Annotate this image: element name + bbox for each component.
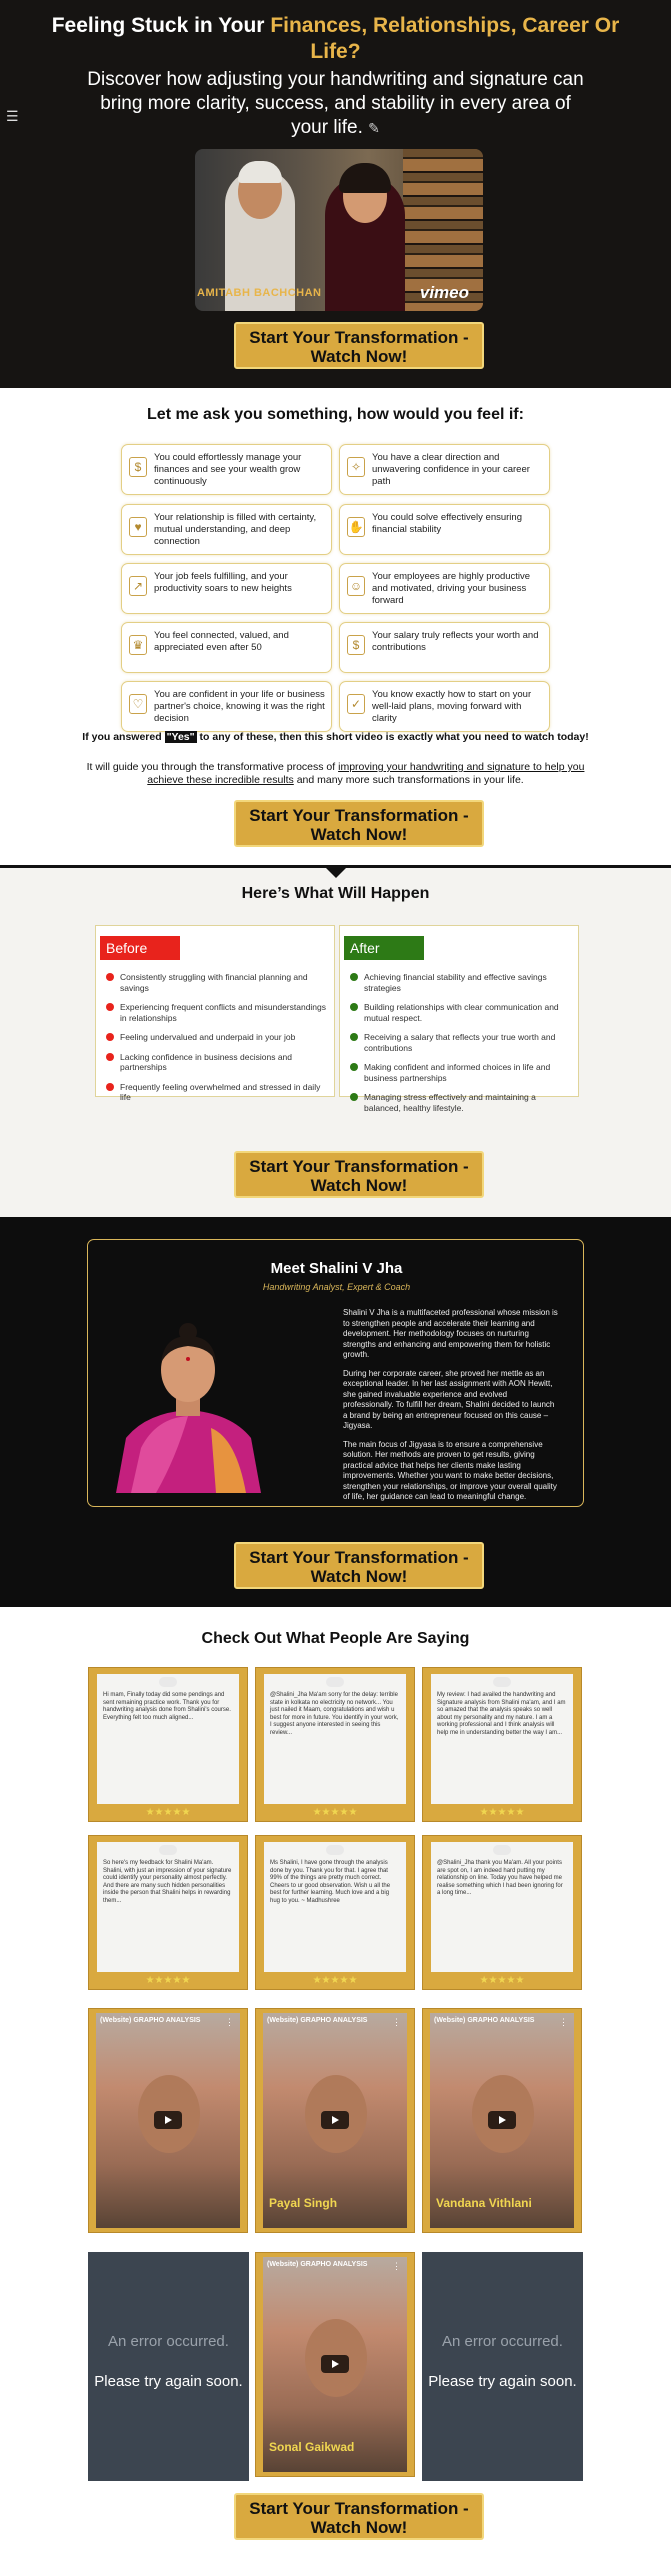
video-controls[interactable] xyxy=(100,2216,236,2224)
compass-icon: ✧ xyxy=(347,457,365,477)
before-item: Frequently feeling overwhelmed and stressed in daily life xyxy=(106,1082,328,1103)
video-frame xyxy=(430,2013,574,2228)
video-frame xyxy=(263,2257,407,2472)
hero-video-player[interactable] xyxy=(195,149,483,311)
guide-text: It will guide you through the transformative process of improving your handwriting and signature to help you achieve these incredible results and many more such transformations in your life. xyxy=(86,761,585,786)
hero-section xyxy=(0,0,671,388)
coach-bio-paragraph: Shalini V Jha is a multifaceted professional whose mission is to strengthen people and accelerate their learning and development. Her methodology focuses on nurturing strengths and enhancing and empowering them for holistic growth. xyxy=(343,1308,558,1359)
retry-message: Please try again soon. xyxy=(94,2373,243,2390)
meet-section xyxy=(0,1217,671,1607)
chat-message: My review: I had availed the handwriting and Signature analysis from Shalini ma'am, and I am so amazed that the analysis speaks so well about my personality and my nature. I am a working professional and I think analysis will help me in understanding better the way I am... xyxy=(437,1692,566,1736)
question-card xyxy=(339,504,550,555)
check-bullet-icon xyxy=(350,1033,358,1041)
video-error-card xyxy=(422,2252,583,2481)
after-label: After xyxy=(344,936,424,960)
video-title: (Website) GRAPHO ANALYSIS xyxy=(100,2017,201,2024)
question-card xyxy=(121,444,332,495)
before-item: Consistently struggling with financial planning and savings xyxy=(106,972,328,993)
pen-icon: ✎ xyxy=(368,120,380,136)
after-item: Building relationships with clear communication and mutual respect. xyxy=(350,1002,572,1023)
question-card-text: You could solve effectively ensuring financial stability xyxy=(372,512,522,535)
after-item: Achieving financial stability and effective savings strategies xyxy=(350,972,572,993)
video-testimonial[interactable] xyxy=(422,2008,582,2233)
question-card xyxy=(121,622,332,673)
testimonial-card[interactable] xyxy=(422,1667,582,1822)
trophy-icon: ♛ xyxy=(129,635,147,655)
coach-bio xyxy=(343,1308,558,1511)
video-frame xyxy=(263,2013,407,2228)
video-title: (Website) GRAPHO ANALYSIS xyxy=(267,2261,368,2268)
video-error-card xyxy=(88,2252,249,2481)
question-card xyxy=(339,563,550,614)
before-after-section xyxy=(0,865,671,1217)
chat-screenshot xyxy=(264,1842,406,1972)
x-bullet-icon xyxy=(106,1033,114,1041)
hero-title: Feeling Stuck in Your Finances, Relationships, Career Or Life? xyxy=(51,14,620,63)
testimonial-card[interactable] xyxy=(255,1667,415,1822)
team-icon: ☺ xyxy=(347,576,365,596)
coach-portrait xyxy=(116,1318,261,1493)
error-message: An error occurred. xyxy=(108,2333,229,2350)
question-card-text: You feel connected, valued, and appreciated even after 50 xyxy=(154,630,289,653)
play-icon[interactable] xyxy=(321,2111,349,2129)
play-icon[interactable] xyxy=(321,2355,349,2373)
meet-card xyxy=(87,1239,584,1507)
more-options-icon[interactable]: ⋮ xyxy=(392,2261,401,2271)
video-name-overlay: AMITABH BACHCHAN xyxy=(197,287,322,299)
video-person-right xyxy=(325,175,405,311)
check-bullet-icon xyxy=(350,1003,358,1011)
chat-message: So here's my feedback for Shalini Ma'am. Shalini, with just an impression of your signature could identify your personality almost perfectly. And there are many such hidden personalities inside the person that Shalini helps in rewarding them... xyxy=(103,1860,232,1904)
before-after-cta-button[interactable]: Start Your Transformation - Watch Now! xyxy=(234,1151,484,1198)
testimonial-card[interactable] xyxy=(422,1835,582,1990)
video-testimonial[interactable] xyxy=(88,2008,248,2233)
more-options-icon[interactable]: ⋮ xyxy=(559,2017,568,2027)
chat-avatar-icon xyxy=(326,1845,344,1855)
chat-message: Ms Shalini, I have gone through the analysis done by you. Thank you for that. I agree that 99% of the things are pretty much correct. Cheers to ur good observation. Wish u all the best for further learning. Much love and a big hug to you. ~ Madhushree xyxy=(270,1860,391,1904)
video-controls[interactable] xyxy=(267,2216,403,2224)
x-bullet-icon xyxy=(106,1053,114,1061)
video-title: (Website) GRAPHO ANALYSIS xyxy=(434,2017,535,2024)
heart-icon: ♥ xyxy=(129,517,147,537)
before-list xyxy=(106,972,328,1112)
question-card-text: You could effortlessly manage your finances and see your wealth grow continuously xyxy=(154,452,302,487)
question-card-text: Your relationship is filled with certainty, mutual understanding, and deep connection xyxy=(154,512,317,547)
chat-avatar-icon xyxy=(159,1677,177,1687)
video-frame xyxy=(96,2013,240,2228)
after-item: Managing stress effectively and maintaining a balanced, healthy lifestyle. xyxy=(350,1092,572,1113)
chat-avatar-icon xyxy=(159,1845,177,1855)
question-card-text: You have a clear direction and unwavering confidence in your career path xyxy=(372,452,530,487)
chat-screenshot xyxy=(264,1674,406,1804)
before-after-title: Here’s What Will Happen xyxy=(241,885,430,902)
video-testimonial[interactable] xyxy=(255,2252,415,2477)
chat-avatar-icon xyxy=(493,1845,511,1855)
questions-cta-button[interactable]: Start Your Transformation - Watch Now! xyxy=(234,800,484,847)
before-label: Before xyxy=(100,936,180,960)
question-card xyxy=(339,681,550,732)
before-item: Lacking confidence in business decisions and partnerships xyxy=(106,1052,328,1073)
more-options-icon[interactable]: ⋮ xyxy=(392,2017,401,2027)
video-title: (Website) GRAPHO ANALYSIS xyxy=(267,2017,368,2024)
coach-role: Handwriting Analyst, Expert & Coach xyxy=(262,1282,411,1292)
partner-icon: ♡ xyxy=(129,694,147,714)
chat-screenshot xyxy=(97,1842,239,1972)
testimonials-cta-button[interactable]: Start Your Transformation - Watch Now! xyxy=(234,2493,484,2540)
chat-screenshot xyxy=(431,1674,573,1804)
check-bullet-icon xyxy=(350,1093,358,1101)
question-card xyxy=(121,563,332,614)
section-arrow xyxy=(326,868,346,878)
money-icon: $ xyxy=(129,457,147,477)
after-item: Receiving a salary that reflects your true worth and contributions xyxy=(350,1032,572,1053)
question-card xyxy=(121,681,332,732)
plan-icon: ✓ xyxy=(347,694,365,714)
question-card-text: Your employees are highly productive and motivated, driving your business forward xyxy=(372,571,531,606)
x-bullet-icon xyxy=(106,973,114,981)
meet-cta-button[interactable]: Start Your Transformation - Watch Now! xyxy=(234,1542,484,1589)
retry-message: Please try again soon. xyxy=(428,2373,577,2390)
hero-cta-button[interactable]: Start Your Transformation - Watch Now! xyxy=(234,322,484,369)
coach-bio-paragraph: The main focus of Jigyasa is to ensure a comprehensive solution. Her methods are proven to get results, giving practical advice that helps her clients make lasting improvements. Whether you want to make better decisions, strengthen your relationships, or improve your overall quality of life, her guidance can lead to meaningful change. xyxy=(343,1439,557,1501)
question-card-text: You know exactly how to start on your well-laid plans, moving forward with clarity xyxy=(372,689,532,724)
testimonial-card[interactable] xyxy=(88,1667,248,1822)
star-rating: ★★★★★ xyxy=(479,1975,525,1986)
speaker-name: Sonal Gaikwad xyxy=(269,2440,355,2454)
hero-subtitle: Discover how adjusting your handwriting and signature can bring more clarity, success, and stability in every area of your life. ✎ xyxy=(87,69,584,138)
question-card-text: Your job feels fulfilling, and your productivity soars to new heights xyxy=(154,571,292,594)
questions-title: Let me ask you something, how would you feel if: xyxy=(147,406,524,423)
growth-icon: ↗ xyxy=(129,576,147,596)
video-controls[interactable] xyxy=(434,2216,570,2224)
testimonial-card[interactable] xyxy=(88,1835,248,1990)
question-card xyxy=(339,622,550,673)
video-controls[interactable] xyxy=(267,2460,403,2468)
questions-section xyxy=(0,388,671,865)
more-options-icon[interactable]: ⋮ xyxy=(225,2017,234,2027)
star-rating: ★★★★★ xyxy=(312,1975,358,1986)
check-bullet-icon xyxy=(350,1063,358,1071)
chat-message: Hi mam, Finally today did some pendings and sent remaining practice work. Thank you for handwriting analysis done from Shalini's course. Everything felt too much aligned... xyxy=(103,1692,231,1721)
salary-icon: $ xyxy=(347,635,365,655)
speaker-name: Vandana Vithlani xyxy=(436,2196,532,2210)
question-card xyxy=(121,504,332,555)
chat-screenshot xyxy=(97,1674,239,1804)
star-rating: ★★★★★ xyxy=(145,1975,191,1986)
play-icon[interactable] xyxy=(154,2111,182,2129)
video-testimonial[interactable] xyxy=(255,2008,415,2233)
before-box xyxy=(95,925,335,1102)
question-card xyxy=(339,444,550,495)
after-list xyxy=(350,972,572,1122)
chat-message: @Shalini_Jha thank you Ma'am. All your points are spot on, I am indeed hard putting my relationship on line. Today you have helped me realise something which I had been ignoring for a long time... xyxy=(437,1860,563,1896)
before-item: Feeling undervalued and underpaid in your job xyxy=(106,1032,328,1043)
sidebar-toggle-icon[interactable]: ☰ xyxy=(6,108,19,124)
chat-screenshot xyxy=(431,1842,573,1972)
after-item: Making confident and informed choices in life and business partnerships xyxy=(350,1062,572,1083)
speaker-name: Payal Singh xyxy=(269,2196,338,2210)
check-bullet-icon xyxy=(350,973,358,981)
question-card-text: Your salary truly reflects your worth and contributions xyxy=(372,630,539,653)
error-message: An error occurred. xyxy=(442,2333,563,2350)
star-rating: ★★★★★ xyxy=(479,1807,525,1818)
testimonials-title: Check Out What People Are Saying xyxy=(201,1630,470,1647)
x-bullet-icon xyxy=(106,1083,114,1091)
chat-avatar-icon xyxy=(326,1677,344,1687)
before-item: Experiencing frequent conflicts and misunderstandings in relationships xyxy=(106,1002,328,1023)
vimeo-logo: vimeo xyxy=(419,283,469,302)
guide-link[interactable]: improving your handwriting and signature to help you achieve these incredible results xyxy=(147,761,585,786)
testimonials-section xyxy=(0,1607,671,2560)
chat-avatar-icon xyxy=(493,1677,511,1687)
x-bullet-icon xyxy=(106,1003,114,1011)
yes-answer-text: If you answered "Yes" to any of these, then this short video is exactly what you need to watch today! xyxy=(82,731,589,743)
testimonial-card[interactable] xyxy=(255,1835,415,1990)
coach-bio-paragraph: During her corporate career, she proved her mettle as an exceptional leader. In her last assignment with AON Hewitt, she gained invaluable experience and evolved professionally. To fulfill her dream, Shalini decided to launch a brand by being an entrepreneur focused on this cause – Jigyasa. xyxy=(343,1368,555,1430)
chat-message: @Shalini_Jha Ma'am sorry for the delay: terrible state in kolkata no electricity no network... You just nailed it Maam, congratulations and wish u best for more in future. You identify in your work, I suggest anyone interested in seeing this review... xyxy=(270,1692,399,1736)
handshake-icon: ✋ xyxy=(347,517,365,537)
play-icon[interactable] xyxy=(488,2111,516,2129)
star-rating: ★★★★★ xyxy=(145,1807,191,1818)
after-box xyxy=(339,925,579,1113)
coach-name: Meet Shalini V Jha xyxy=(270,1260,403,1277)
star-rating: ★★★★★ xyxy=(312,1807,358,1818)
question-card-text: You are confident in your life or business partner's choice, knowing it was the right decision xyxy=(154,689,325,724)
